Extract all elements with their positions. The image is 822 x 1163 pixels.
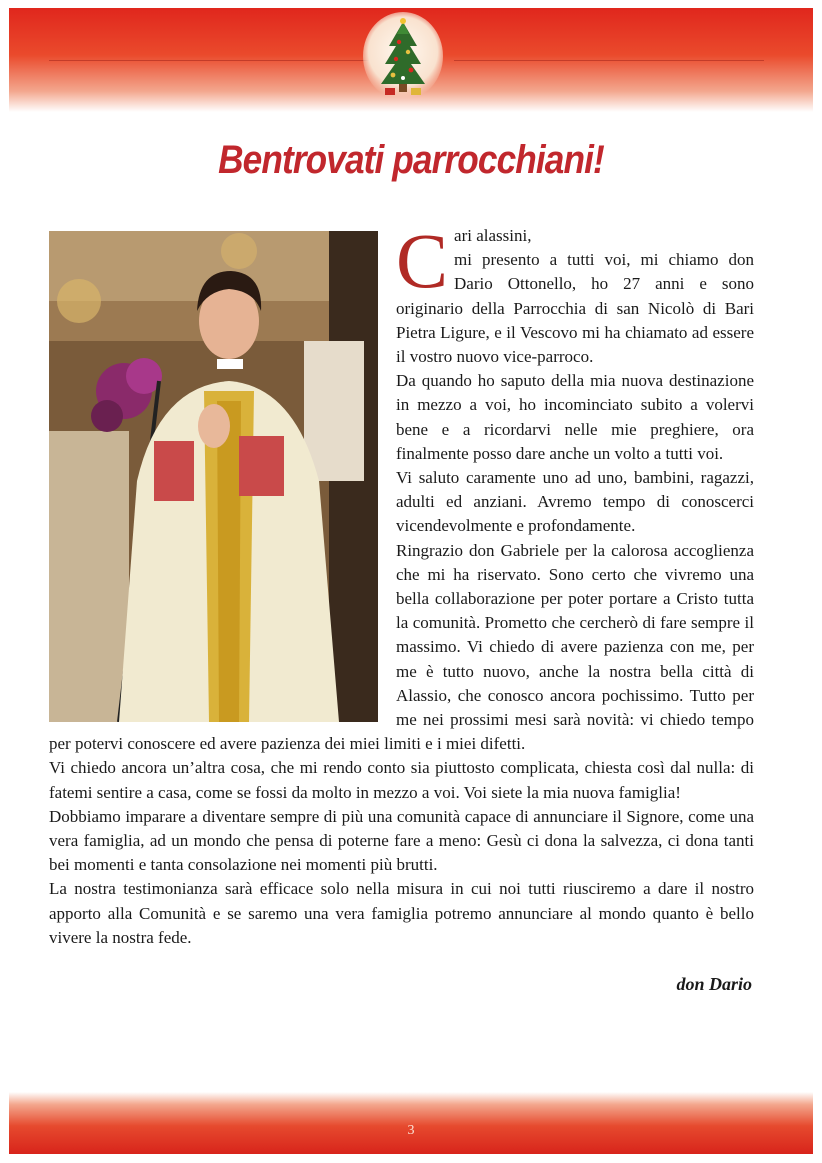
letter-paragraph: Ringrazio don Gabriele per la calorosa accoglienza che mi ha riservato. Sono certo che vivremo una bella collaborazione per poter portare a Cristo tutta la comunità. Prometto che cercherò di fare sempre il massimo. Vi chiedo di avere pazienza con me, per me è tutto nuovo, anche la nostra bella città di Alassio, che conosco ancora pochissimo. Tutto per me nei prossimi mesi sarà novità: vi chiedo tempo per potervi conoscere ed avere pazienza dei miei limiti e i miei difetti.: [49, 540, 754, 754]
header-rule-left: [49, 60, 369, 61]
photo-wrap-spacer: [49, 224, 396, 726]
page-title: Bentrovati parrocchiani!: [218, 138, 604, 182]
drop-cap: C: [396, 217, 449, 304]
christmas-tree-icon: [363, 12, 443, 100]
page-number: 3: [407, 1123, 415, 1138]
letter-paragraph: Da quando ho saputo della mia nuova destinazione in mezzo a voi, ho incominciato subito a volervi bene e a ricordarvi nelle mie preghiere, ora finalmente posso dare anche un volto a tutti voi.: [396, 371, 754, 463]
letter-body: [49, 217, 754, 950]
letter-paragraph: La nostra testimonianza sarà efficace solo nella misura in cui noi tutti riusciremo a dare il nostro apporto alla Comunità e se saremo una vera famiglia potremo annunciare al mondo quanto è bello vivere la nostra fede.: [49, 879, 754, 947]
signature: don Dario: [676, 974, 752, 994]
letter-paragraph: Vi saluto caramente uno ad uno, bambini, ragazzi, adulti ed anziani. Avremo tempo di conoscerci vicendevolmente e profondamente.: [396, 468, 754, 536]
letter-salutation: ari alassini,: [454, 226, 532, 245]
letter-paragraph: Dobbiamo imparare a diventare sempre di più una comunità capace di annunciare il Signore, come una vera famiglia, ad un mondo che pensa di poterne fare a meno: Gesù ci dona la salvezza, ci dona tanti bei momenti e tanta consolazione nei momenti più brutti.: [49, 806, 754, 875]
letter-paragraph: mi presento a tutti voi, mi chiamo don Dario Ottonello, ho 27 anni e sono originario della Parrocchia di san Nicolò di Bari Pietra Ligure, e il Vescovo mi ha chiamato ad essere il vostro nuovo vice-parroco.: [396, 250, 754, 367]
letter-paragraph: Vi chiedo ancora un’altra cosa, che mi rendo conto sia piuttosto complicata, chiesta così dal nulla: di fatemi sentire a casa, come se fossi da molto in mezzo a voi. Voi siete la mia nuova famiglia!: [49, 758, 754, 802]
header-rule-right: [454, 60, 764, 61]
